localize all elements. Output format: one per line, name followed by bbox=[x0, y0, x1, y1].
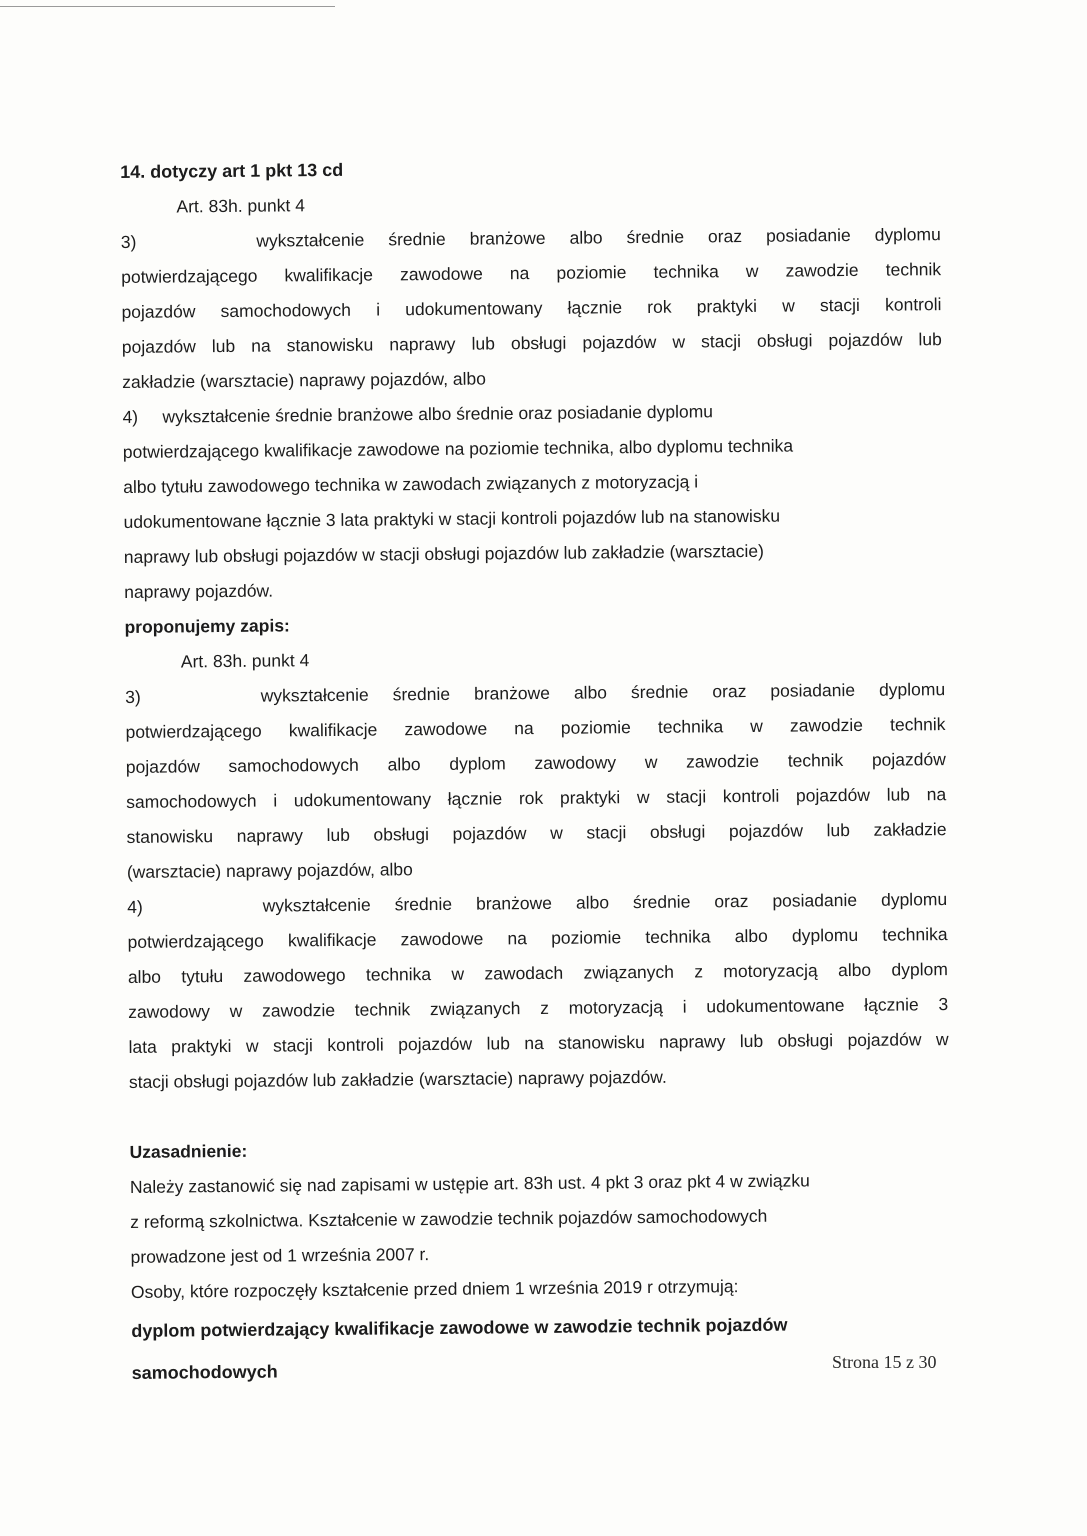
proposed-p3-line: potwierdzającego kwalifikacje zawodowe na poziomie technika w zawodzie technik bbox=[125, 714, 946, 742]
page-number: Strona 15 z 30 bbox=[832, 1352, 937, 1372]
proposal-label: proponujemy zapis: bbox=[124, 615, 290, 637]
proposed-art-ref: Art. 83h. punkt 4 bbox=[180, 650, 310, 672]
proposed-p4-line: potwierdzającego kwalifikacje zawodowe na poziomie technika albo dyplomu technika bbox=[127, 924, 948, 952]
top-rule bbox=[0, 6, 335, 7]
justification-bold-line: dyplom potwierdzający kwalifikacje zawodowe w zawodzie technik pojazdów bbox=[131, 1314, 788, 1341]
proposed-p4-line: stacji obsługi pojazdów lub zakładzie (warsztacie) naprawy pojazdów. bbox=[128, 1066, 667, 1092]
current-p4-line: potwierdzającego kwalifikacje zawodowe na poziomie technika, albo dyplomu technika bbox=[122, 435, 794, 462]
justification-text bbox=[130, 1162, 952, 1394]
proposed-point-4 bbox=[127, 882, 949, 1100]
current-p4-line: udokumentowane łącznie 3 lata praktyki w stacji kontroli pojazdów lub na stanowisku bbox=[123, 505, 781, 532]
proposed-p3-line: (warsztacie) naprawy pojazdów, albo bbox=[126, 859, 413, 882]
proposed-p4-line: albo tytułu zawodowego technika w zawodach związanych z motoryzacją albo dyplom bbox=[127, 959, 948, 987]
proposed-p3-line: pojazdów samochodowych albo dyplom zawodowy w zawodzie technik pojazdów bbox=[125, 749, 946, 777]
current-point-3 bbox=[121, 217, 943, 400]
current-p4-line: naprawy lub obsługi pojazdów w stacji obsługi pojazdów lub zakładzie (warsztacie) bbox=[123, 540, 764, 567]
proposed-p3-line: 3) wykształcenie średnie branżowe albo średnie oraz posiadanie dyplomu bbox=[125, 679, 946, 707]
current-p4-line: albo tytułu zawodowego technika w zawodach związanych z motoryzacją i bbox=[123, 471, 699, 497]
current-point-4 bbox=[122, 392, 944, 610]
justification-line: z reformą szkolnictwa. Kształcenie w zawodzie technik pojazdów samochodowych bbox=[130, 1205, 768, 1232]
current-p3-line: pojazdów lub na stanowisku naprawy lub obsługi pojazdów w stacji obsługi pojazdów lub bbox=[121, 329, 942, 357]
proposed-p3-line: stanowisku naprawy lub obsługi pojazdów w stacji obsługi pojazdów lub zakładzie bbox=[126, 819, 947, 847]
justification-line: Osoby, które rozpoczęły kształcenie przed dniem 1 września 2019 r otrzymują: bbox=[130, 1276, 739, 1302]
proposed-p4-line: 4) wykształcenie średnie branżowe albo średnie oraz posiadanie dyplomu bbox=[127, 889, 948, 917]
justification-line: prowadzone jest od 1 września 2007 r. bbox=[130, 1244, 430, 1267]
proposed-p3-line: samochodowych i udokumentowany łącznie rok praktyki w stacji kontroli pojazdów lub na bbox=[126, 784, 947, 812]
current-p4-line: naprawy pojazdów. bbox=[124, 580, 274, 602]
current-p3-line: 3) wykształcenie średnie branżowe albo średnie oraz posiadanie dyplomu bbox=[120, 224, 941, 252]
current-p4-line: 4) wykształcenie średnie branżowe albo średnie oraz posiadanie dyplomu bbox=[122, 401, 714, 427]
proposed-point-3 bbox=[125, 672, 947, 890]
current-p3-line: pojazdów samochodowych i udokumentowany łącznie rok praktyki w stacji kontroli bbox=[121, 294, 942, 322]
current-p3-line: potwierdzającego kwalifikacje zawodowe na poziomie technika w zawodzie technik bbox=[121, 259, 942, 287]
current-p3-line: zakładzie (warsztacie) naprawy pojazdów, albo bbox=[122, 368, 487, 392]
justification-line: Należy zastanowić się nad zapisami w ustępie art. 83h ust. 4 pkt 3 oraz pkt 4 w związku bbox=[129, 1170, 810, 1197]
section-heading: 14. dotyczy art 1 pkt 13 cd bbox=[120, 159, 344, 182]
document-body bbox=[120, 147, 952, 1394]
justification-bold-line: samochodowych bbox=[131, 1361, 278, 1383]
proposed-p4-line: zawodowy w zawodzie technik związanych z motoryzacją i udokumentowane łącznie 3 bbox=[128, 994, 949, 1022]
proposed-p4-line: lata praktyki w stacji kontroli pojazdów lub na stanowisku naprawy lub obsługi pojazdów w bbox=[128, 1029, 949, 1057]
current-art-ref: Art. 83h. punkt 4 bbox=[176, 195, 306, 217]
justification-label: Uzasadnienie: bbox=[129, 1140, 248, 1162]
